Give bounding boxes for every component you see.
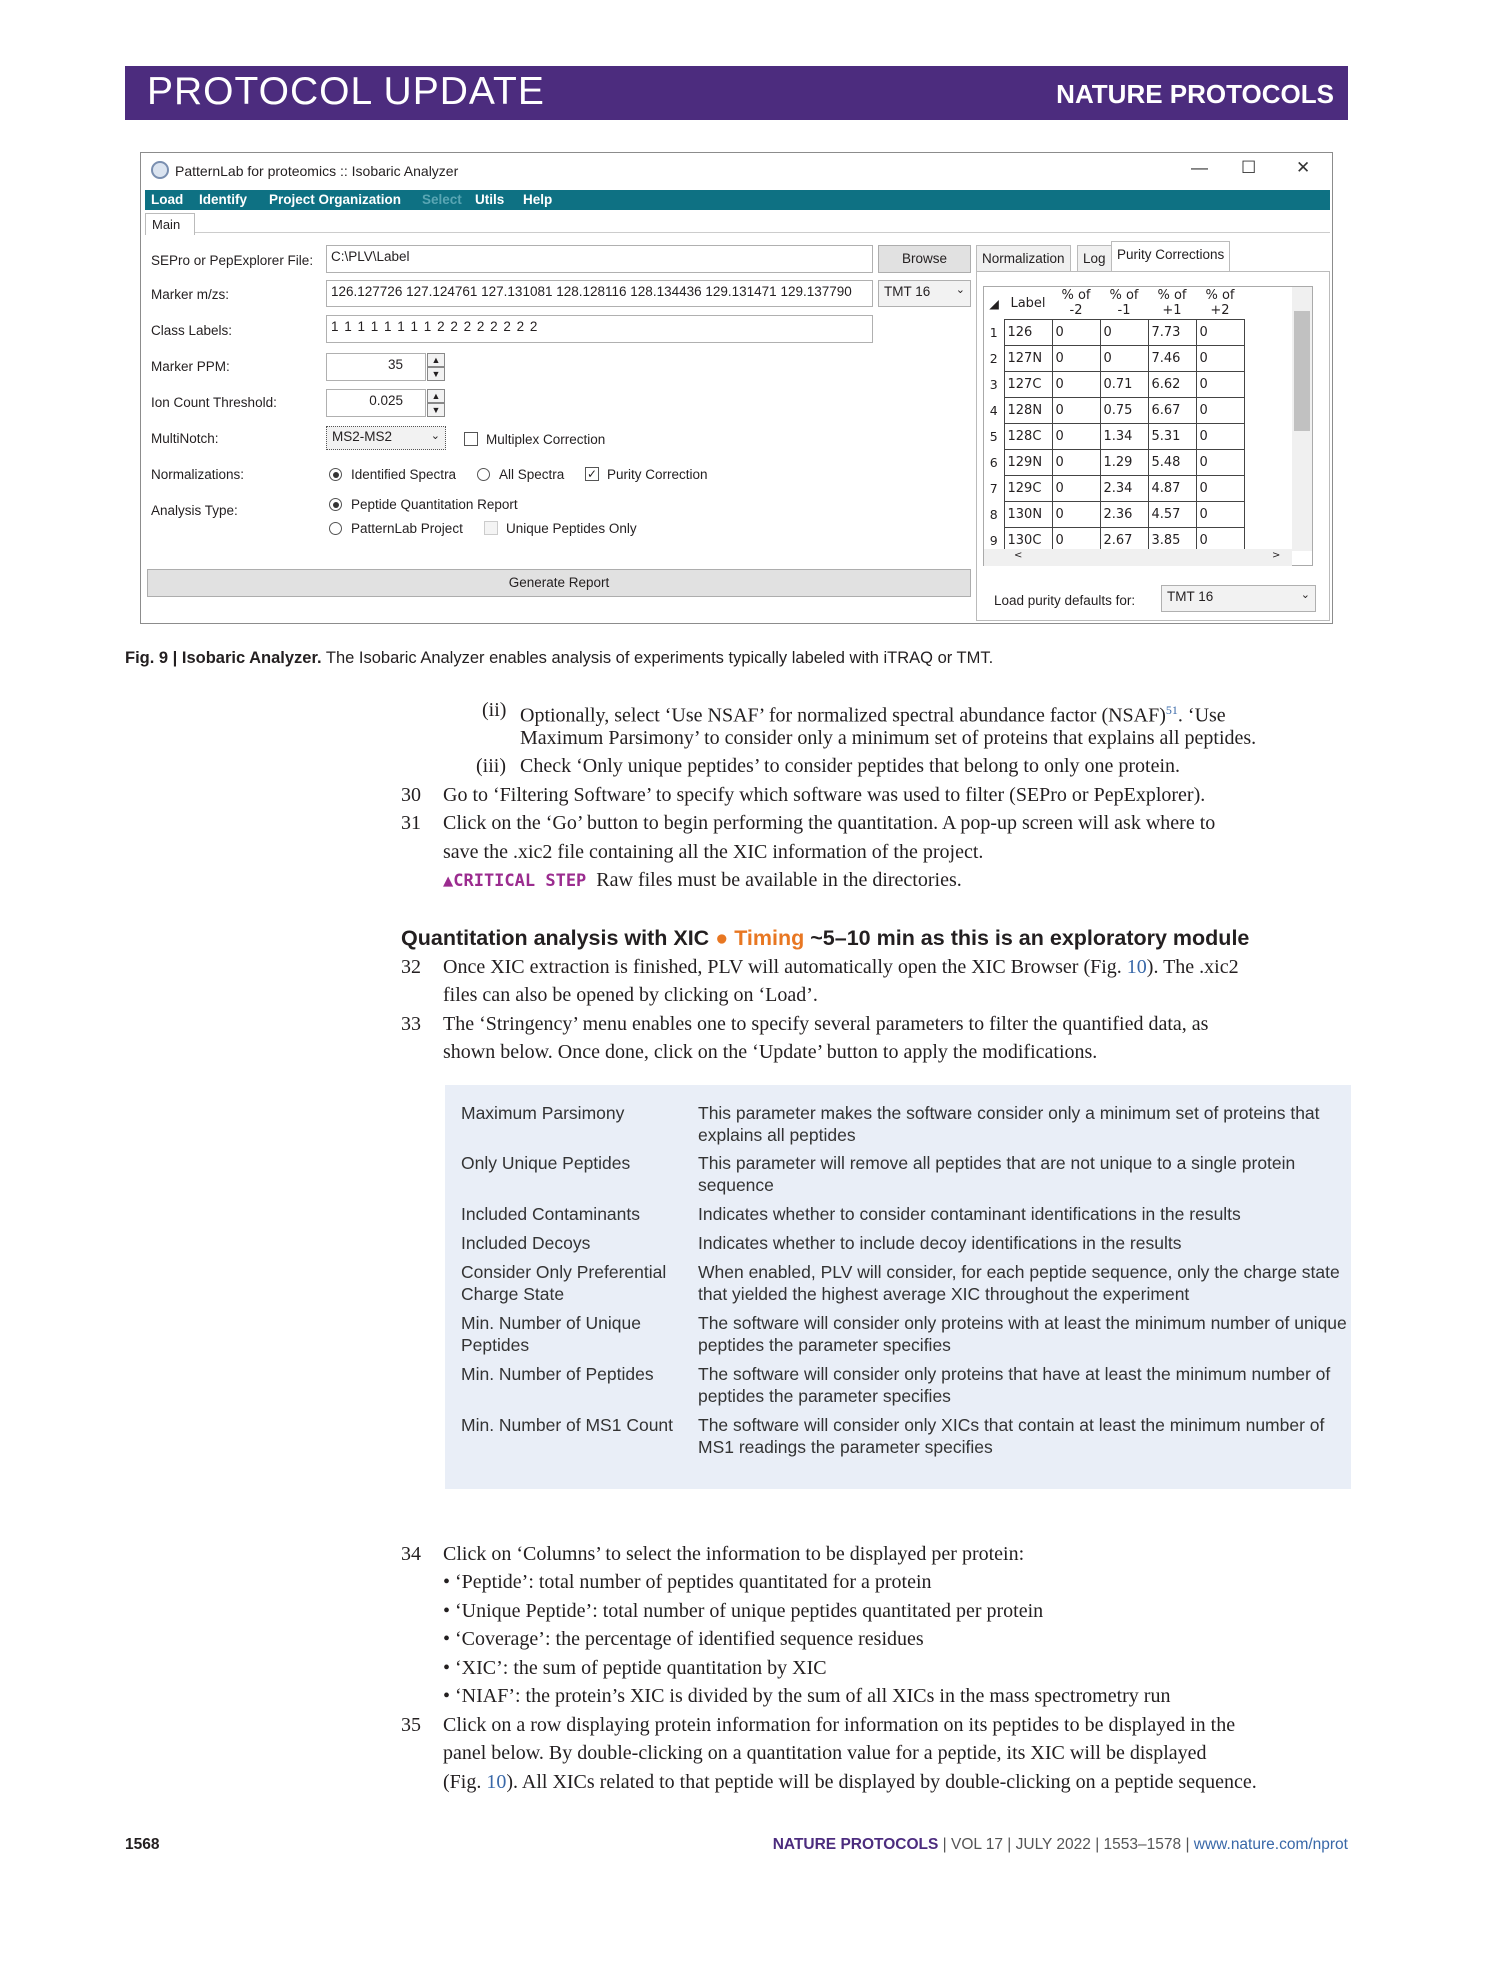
- section-heading: [401, 926, 1249, 951]
- step-iii-text: Check ‘Only unique peptides’ to consider peptides that belong to only one protein.: [520, 755, 1181, 777]
- ppm-down-icon[interactable]: ▼: [427, 367, 445, 381]
- grid-cell[interactable]: 0: [1052, 424, 1100, 450]
- step-ii-text-2: Maximum Parsimony’ to consider only a minimum set of proteins that explains all peptides.: [520, 727, 1257, 749]
- horizontal-scrollbar[interactable]: [984, 549, 1292, 566]
- grid-cell[interactable]: 130N: [1004, 502, 1052, 528]
- menu-identify[interactable]: Identify: [199, 192, 248, 207]
- grid-cell[interactable]: 0: [1052, 372, 1100, 398]
- bullet-item: • ‘Unique Peptide’: total number of unique peptides quantitated per protein: [443, 1600, 1044, 1622]
- footer-vol: VOL 17: [951, 1836, 1003, 1853]
- row-number: 3: [989, 377, 998, 392]
- sepro-file-input[interactable]: C:\PLV\Label: [326, 245, 873, 273]
- grid-cell[interactable]: 0.75: [1100, 398, 1148, 424]
- scroll-right-icon[interactable]: >: [1272, 550, 1281, 561]
- grid-cell[interactable]: 127C: [1004, 372, 1052, 398]
- step-ii-a: Optionally, select ‘Use NSAF’ for normalized spectral abundance factor (NSAF): [520, 704, 1166, 727]
- step-33-text: The ‘Stringency’ menu enables one to specify several parameters to filter the quantified data, as: [443, 1013, 1209, 1035]
- analysis-type-label: Analysis Type:: [151, 503, 238, 518]
- grid-cell[interactable]: 2.67: [1100, 528, 1148, 554]
- step-33-text-2: shown below. Once done, click on the ‘Update’ button to apply the modifications.: [443, 1041, 1098, 1063]
- step-35-num: 35: [401, 1714, 421, 1736]
- step-32-num: 32: [401, 956, 421, 978]
- grid-cell[interactable]: 4.87: [1148, 476, 1196, 502]
- grid-cell[interactable]: 0: [1052, 450, 1100, 476]
- grid-cell[interactable]: 2.34: [1100, 476, 1148, 502]
- load-defaults-value: TMT 16: [1167, 589, 1214, 604]
- load-defaults-select[interactable]: [1161, 585, 1316, 612]
- browse-button[interactable]: Browse: [878, 245, 971, 273]
- tab-purity-corrections[interactable]: Purity Corrections: [1111, 241, 1230, 271]
- table-key: Min. Number of MS1 Count: [461, 1415, 674, 1435]
- multiplex-label: Multiplex Correction: [486, 432, 606, 447]
- ppm-up-icon[interactable]: ▲: [427, 353, 445, 367]
- normalizations-label: Normalizations:: [151, 467, 245, 482]
- step-32-text-2: files can also be opened by clicking on ‘Load’.: [443, 984, 818, 1006]
- plp-label: PatternLab Project: [351, 521, 463, 536]
- tab-main[interactable]: Main: [145, 213, 195, 235]
- tab-normalization[interactable]: Normalization: [976, 245, 1071, 271]
- step-35-text-3: [443, 1768, 1257, 1797]
- section-title: PROTOCOL UPDATE: [147, 70, 545, 113]
- grid-cell[interactable]: 2.36: [1100, 502, 1148, 528]
- menu-load[interactable]: Load: [151, 192, 184, 207]
- caption-label: Fig. 9 | Isobaric Analyzer.: [125, 649, 322, 667]
- grid-row[interactable]: [984, 476, 1244, 502]
- step-34-text: Click on ‘Columns’ to select the information to be displayed per protein:: [443, 1543, 1025, 1565]
- grid-cell[interactable]: 1.29: [1100, 450, 1148, 476]
- grid-cell[interactable]: 0: [1052, 476, 1100, 502]
- citation-51[interactable]: 51: [1165, 703, 1178, 717]
- step-30-num: 30: [401, 784, 421, 806]
- step-30-text: Go to ‘Filtering Software’ to specify which software was used to filter (SEPro or PepExplorer).: [443, 784, 1206, 806]
- identified-label: Identified Spectra: [351, 467, 457, 482]
- step-33-num: 33: [401, 1013, 421, 1035]
- main-tab-strip: [145, 213, 1330, 233]
- table-key: Included Contaminants: [461, 1204, 640, 1224]
- marker-mz-input[interactable]: 126.127726 127.124761 127.131081 128.128116 128.134436 129.131471 129.137790: [326, 280, 873, 307]
- page-number: 1568: [125, 1836, 160, 1853]
- grid-header[interactable]: % of -1: [1109, 288, 1139, 318]
- grid-cell[interactable]: 6.67: [1148, 398, 1196, 424]
- grid-cell[interactable]: 0: [1196, 372, 1244, 398]
- grid-cell[interactable]: 5.31: [1148, 424, 1196, 450]
- purity-label: Purity Correction: [607, 467, 708, 482]
- grid-cell[interactable]: 0.71: [1100, 372, 1148, 398]
- ion-threshold-input[interactable]: 0.025: [326, 389, 426, 417]
- step-iii-num: (iii): [476, 755, 506, 777]
- table-key: Min. Number of Peptides: [461, 1364, 654, 1384]
- row-number: 7: [989, 481, 998, 496]
- app-icon: [151, 161, 169, 179]
- grid-cell[interactable]: 0: [1052, 346, 1100, 372]
- grid-cell[interactable]: 0: [1052, 398, 1100, 424]
- stringency-table: [445, 1085, 1351, 1489]
- table-value: When enabled, PLV will consider, for each peptide sequence, only the charge state that yielded the highest average XIC throughout the experiment: [698, 1262, 1340, 1304]
- multiplex-checkbox[interactable]: [464, 432, 478, 446]
- ion-threshold-label: Ion Count Threshold:: [151, 395, 277, 410]
- grid-cell[interactable]: 0: [1196, 346, 1244, 372]
- tmt-select[interactable]: [878, 280, 971, 307]
- table-value: This parameter will remove all peptides that are not unique to a single protein sequence: [698, 1153, 1296, 1195]
- grid-cell[interactable]: 129N: [1004, 450, 1052, 476]
- critical-step: [443, 866, 962, 896]
- table-value: This parameter makes the software consider only a minimum set of proteins that explains all peptides: [698, 1103, 1320, 1145]
- step-32-a: Once XIC extraction is finished, PLV will automatically open the XIC Browser (Fig.: [443, 956, 1127, 978]
- window-title: PatternLab for proteomics :: Isobaric Analyzer: [175, 163, 459, 179]
- pqr-label: Peptide Quantitation Report: [351, 497, 518, 512]
- grid-cell[interactable]: 0: [1196, 450, 1244, 476]
- grid-cell[interactable]: 7.46: [1148, 346, 1196, 372]
- generate-report-button[interactable]: Generate Report: [147, 569, 971, 597]
- grid-header-row: [984, 287, 1244, 320]
- chevron-down-icon: ⌄: [955, 284, 965, 296]
- step-ii-num: (ii): [482, 699, 507, 721]
- footer-citation: [773, 1836, 1348, 1854]
- grid-cell[interactable]: 127N: [1004, 346, 1052, 372]
- row-number: 8: [989, 507, 998, 522]
- chevron-down-icon: ⌄: [430, 430, 440, 442]
- grid-row[interactable]: [984, 320, 1244, 346]
- grid-cell[interactable]: 0: [1100, 346, 1148, 372]
- plp-radio[interactable]: [329, 522, 342, 535]
- bullet-item: • ‘XIC’: the sum of peptide quantitation by XIC: [443, 1657, 827, 1679]
- purity-checkbox[interactable]: ✓: [586, 467, 598, 481]
- menu-utils[interactable]: Utils: [475, 192, 505, 207]
- bullet-item: • ‘Coverage’: the percentage of identified sequence residues: [443, 1628, 924, 1650]
- step-35-d: ). All XICs related to that peptide will be displayed by double-clicking on a peptide sequence.: [506, 1771, 1257, 1793]
- unique-label: Unique Peptides Only: [506, 521, 637, 536]
- chevron-down-icon: ⌄: [1300, 589, 1310, 601]
- grid-cell[interactable]: 5.48: [1148, 450, 1196, 476]
- step-32-text: [443, 953, 1239, 982]
- unique-checkbox[interactable]: [484, 521, 498, 535]
- critical-text: Raw files must be available in the directories.: [596, 869, 962, 891]
- section-title-b: ~5–10 min as this is an exploratory module: [810, 926, 1250, 950]
- maximize-icon[interactable]: ☐: [1241, 158, 1257, 177]
- identified-radio[interactable]: [329, 468, 342, 481]
- marker-ppm-input[interactable]: 35: [326, 353, 426, 381]
- journal-name: NATURE PROTOCOLS: [1056, 79, 1334, 109]
- menu-bar: [145, 190, 1330, 210]
- step-31-num: 31: [401, 812, 421, 834]
- grid-cell[interactable]: 0: [1052, 502, 1100, 528]
- scroll-left-icon[interactable]: <: [1014, 550, 1023, 561]
- timing-icon: ●: [715, 926, 729, 950]
- grid-header[interactable]: % of -2: [1061, 288, 1091, 318]
- row-number: 1: [989, 325, 998, 340]
- class-labels-label: Class Labels:: [151, 323, 233, 338]
- table-key: Min. Number of Unique Peptides: [461, 1313, 641, 1355]
- grid-cell[interactable]: 7.73: [1148, 320, 1196, 346]
- section-title-a: Quantitation analysis with XIC: [401, 926, 710, 950]
- table-key: Only Unique Peptides: [461, 1153, 631, 1173]
- pqr-radio[interactable]: [329, 498, 342, 511]
- marker-ppm-label: Marker PPM:: [151, 359, 230, 374]
- grid-cell[interactable]: 6.62: [1148, 372, 1196, 398]
- grid-cell[interactable]: 126: [1004, 320, 1052, 346]
- table-key: Maximum Parsimony: [461, 1103, 625, 1123]
- grid-cell[interactable]: 128C: [1004, 424, 1052, 450]
- step-35-text-2: panel below. By double-clicking on a quantitation value for a peptide, its XIC will be displayed: [443, 1742, 1207, 1764]
- row-number: 6: [989, 455, 998, 470]
- grid-row[interactable]: [984, 424, 1244, 450]
- table-key: Included Decoys: [461, 1233, 591, 1253]
- grid-cell[interactable]: 0: [1196, 528, 1244, 554]
- step-31-text: Click on the ‘Go’ button to begin performing the quantitation. A pop-up screen will ask where to: [443, 812, 1216, 834]
- footer-url[interactable]: www.nature.com/nprot: [1193, 1836, 1348, 1853]
- page-header: [125, 66, 1348, 120]
- bullet-item: • ‘Peptide’: total number of peptides quantitated for a protein: [443, 1571, 932, 1593]
- fig-10-link[interactable]: 10: [486, 1771, 507, 1793]
- row-number: 2: [989, 351, 998, 366]
- purity-grid[interactable]: [983, 286, 1313, 566]
- grid-row[interactable]: [984, 450, 1244, 476]
- grid-header[interactable]: Label: [1010, 295, 1046, 311]
- ion-up-icon[interactable]: ▲: [427, 389, 445, 403]
- minimize-icon[interactable]: —: [1191, 158, 1208, 177]
- grid-cell[interactable]: 1.34: [1100, 424, 1148, 450]
- grid-cell[interactable]: 129C: [1004, 476, 1052, 502]
- corner-cell: ◢: [989, 295, 999, 311]
- footer-sep: |: [1181, 1836, 1194, 1853]
- timing-label: Timing: [734, 926, 805, 950]
- footer-date: JULY 2022: [1015, 1836, 1091, 1853]
- step-32-b: ). The .xic2: [1146, 956, 1239, 978]
- grid-cell[interactable]: 0: [1196, 424, 1244, 450]
- step-ii-b: . ‘Use: [1177, 704, 1226, 727]
- footer-pages: 1553–1578: [1103, 1836, 1182, 1853]
- grid-cell[interactable]: 0: [1196, 502, 1244, 528]
- figure-caption: [125, 649, 993, 668]
- footer-sep: |: [1003, 1836, 1016, 1853]
- all-spectra-label: All Spectra: [499, 467, 565, 482]
- menu-help[interactable]: Help: [523, 192, 553, 207]
- row-number: 4: [989, 403, 998, 418]
- scroll-thumb[interactable]: [1294, 311, 1310, 431]
- grid-body: [984, 320, 1244, 554]
- grid-cell[interactable]: 0: [1100, 320, 1148, 346]
- fig-10-link[interactable]: 10: [1126, 956, 1147, 978]
- grid-row[interactable]: [984, 372, 1244, 398]
- table-value: Indicates whether to include decoy identifications in the results: [698, 1233, 1182, 1253]
- table-key: Consider Only Preferential Charge State: [461, 1262, 667, 1304]
- grid-cell[interactable]: 130C: [1004, 528, 1052, 554]
- grid-cell[interactable]: 4.57: [1148, 502, 1196, 528]
- row-number: 5: [989, 429, 998, 444]
- grid-row[interactable]: [984, 398, 1244, 424]
- multinotch-select[interactable]: [326, 426, 446, 450]
- grid-row[interactable]: [984, 346, 1244, 372]
- step-34-num: 34: [401, 1543, 421, 1565]
- footer-journal: NATURE PROTOCOLS: [772, 1836, 939, 1853]
- footer-sep: |: [938, 1836, 951, 1853]
- grid-cell[interactable]: 0: [1052, 320, 1100, 346]
- table-value: Indicates whether to consider contaminant identifications in the results: [698, 1204, 1241, 1224]
- tmt-select-value: TMT 16: [884, 284, 931, 299]
- grid-cell[interactable]: 3.85: [1148, 528, 1196, 554]
- load-defaults-label: Load purity defaults for:: [994, 593, 1136, 608]
- tab-log[interactable]: Log: [1077, 245, 1112, 271]
- row-number: 9: [989, 533, 998, 548]
- footer-sep: |: [1090, 1836, 1104, 1853]
- title-bar: [141, 153, 1332, 189]
- table-value: The software will consider only proteins that have at least the minimum number of peptides the parameter specifies: [698, 1364, 1331, 1406]
- step-35-c: (Fig.: [443, 1771, 487, 1793]
- critical-label: ▲CRITICAL STEP: [443, 871, 587, 891]
- grid-cell[interactable]: 0: [1196, 320, 1244, 346]
- grid-row[interactable]: [984, 502, 1244, 528]
- table-value: The software will consider only proteins with at least the minimum number of unique peptides the parameter specifies: [698, 1313, 1347, 1355]
- grid-cell[interactable]: 0: [1196, 476, 1244, 502]
- bullet-item: • ‘NIAF’: the protein’s XIC is divided by the sum of all XICs in the mass spectrometry run: [443, 1685, 1171, 1707]
- grid-cell[interactable]: 0: [1052, 528, 1100, 554]
- step-31-text-2: save the .xic2 file containing all the XIC information of the project.: [443, 841, 984, 863]
- ion-down-icon[interactable]: ▼: [427, 403, 445, 417]
- vertical-scrollbar[interactable]: [1292, 287, 1312, 551]
- sepro-label: SEPro or PepExplorer File:: [151, 253, 314, 268]
- grid-cell[interactable]: 0: [1196, 398, 1244, 424]
- menu-project-organization[interactable]: Project Organization: [269, 192, 402, 207]
- table-value: The software will consider only XICs that contain at least the minimum number of MS1 readings the parameter specifies: [698, 1415, 1325, 1457]
- caption-text: The Isobaric Analyzer enables analysis of experiments typically labeled with iTRAQ or TMT.: [321, 649, 994, 667]
- marker-label: Marker m/zs:: [151, 287, 230, 302]
- grid-header[interactable]: % of +1: [1157, 288, 1187, 318]
- all-spectra-radio[interactable]: [477, 468, 490, 481]
- close-icon[interactable]: ✕: [1296, 158, 1311, 177]
- menu-select[interactable]: Select: [422, 192, 462, 207]
- grid-cell[interactable]: 128N: [1004, 398, 1052, 424]
- multinotch-value: MS2-MS2: [332, 429, 393, 444]
- step-35-text: Click on a row displaying protein information for information on its peptides to be displayed in the: [443, 1714, 1236, 1736]
- grid-header[interactable]: % of +2: [1205, 288, 1235, 318]
- multinotch-label: MultiNotch:: [151, 431, 219, 446]
- class-labels-input[interactable]: 1 1 1 1 1 1 1 1 2 2 2 2 2 2 2 2: [326, 315, 873, 343]
- purity-table: [984, 287, 1245, 554]
